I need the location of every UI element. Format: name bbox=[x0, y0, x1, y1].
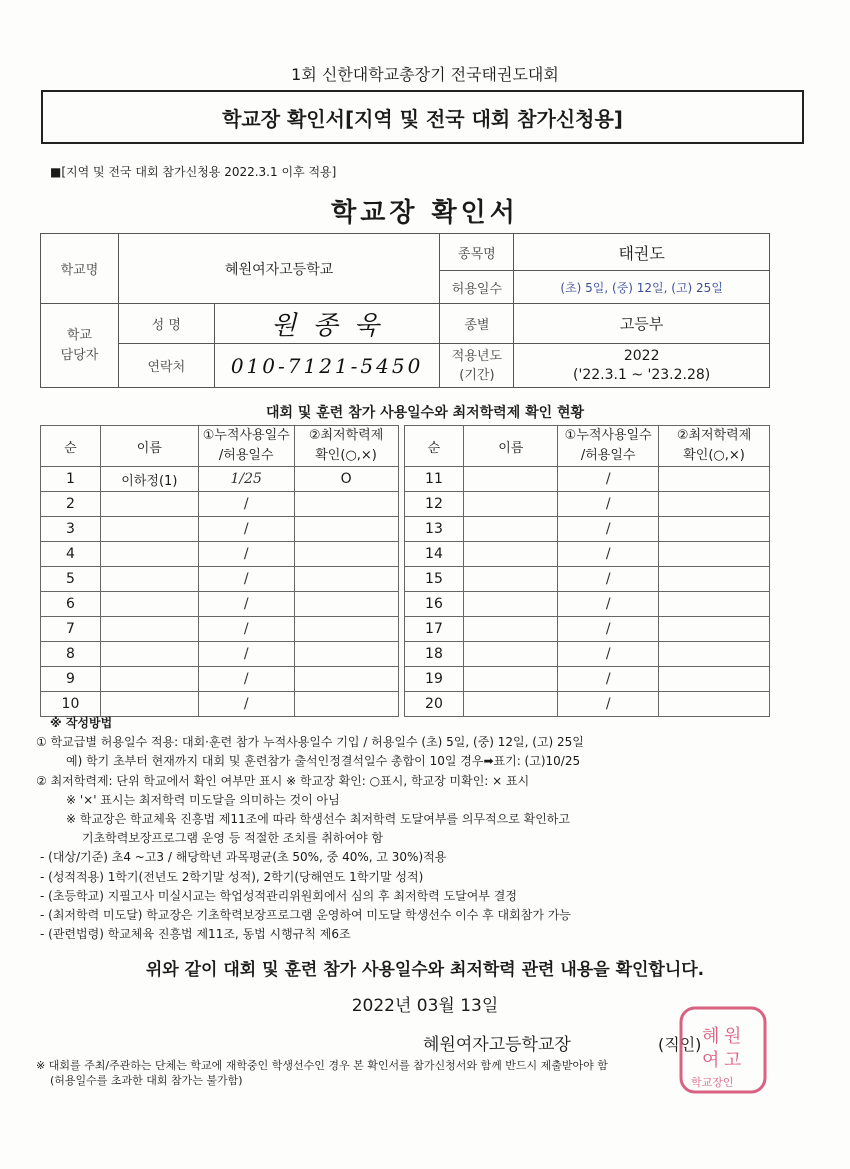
table-row bbox=[41, 642, 770, 667]
method-item-1: ① 학교급별 허용일수 적용: 대회·훈련 참가 누적사용일수 기입 / 허용일수 (초) 5일, (중) 12일, (고) 25일 bbox=[36, 735, 584, 750]
cell-no: 4 bbox=[41, 542, 101, 567]
cell-name bbox=[464, 567, 558, 592]
contact-label: 연락처 bbox=[118, 344, 214, 388]
svg-text:여: 여 bbox=[702, 1050, 720, 1071]
school-label: 학교명 bbox=[41, 234, 119, 304]
cell-name bbox=[464, 642, 558, 667]
cell-name bbox=[464, 617, 558, 642]
cell-min bbox=[294, 692, 398, 717]
cell-min bbox=[294, 667, 398, 692]
cell-min bbox=[659, 592, 770, 617]
table-row bbox=[41, 567, 770, 592]
cell-days: / bbox=[198, 617, 294, 642]
cell-name bbox=[464, 667, 558, 692]
year-label: 적용년도 (기간) bbox=[440, 344, 514, 388]
cell-no: 5 bbox=[41, 567, 101, 592]
table-row bbox=[41, 467, 770, 492]
method-detail-2: - (성적적용) 1학기(전년도 2학기말 성적), 2학기(당해연도 1학기말 성적) bbox=[40, 869, 424, 884]
cell-days: / bbox=[558, 492, 659, 517]
name-label: 성 명 bbox=[118, 304, 214, 344]
cell-days: / bbox=[558, 567, 659, 592]
cell-days: / bbox=[558, 642, 659, 667]
header-days: ①누적사용일수 /허용일수 bbox=[198, 426, 294, 467]
event-label: 종목명 bbox=[440, 234, 514, 271]
cell-days: / bbox=[198, 492, 294, 517]
cell-name bbox=[464, 467, 558, 492]
method-item-1-example: 예) 학기 초부터 현재까지 대회 및 훈련참가 출석인정결석일수 총합이 10일 경우➡표기: (고)10/25 bbox=[66, 754, 581, 769]
table-row bbox=[41, 667, 770, 692]
cell-name bbox=[100, 592, 198, 617]
cell-days: / bbox=[198, 542, 294, 567]
cell-name bbox=[100, 667, 198, 692]
table-row bbox=[41, 542, 770, 567]
cell-min bbox=[659, 517, 770, 542]
principal-name: 혜원여자고등학교장 bbox=[423, 1035, 571, 1055]
cell-no: 1 bbox=[41, 467, 101, 492]
cell-days: / bbox=[558, 592, 659, 617]
cell-days: / bbox=[198, 592, 294, 617]
cell-no: 20 bbox=[404, 692, 464, 717]
writing-method bbox=[36, 714, 816, 944]
cell-name bbox=[464, 492, 558, 517]
table-row bbox=[41, 617, 770, 642]
manager-name-handwritten: 원 종 욱 bbox=[214, 304, 440, 344]
cell-name bbox=[100, 642, 198, 667]
table-row bbox=[41, 692, 770, 717]
cell-min bbox=[294, 492, 398, 517]
category-value: 고등부 bbox=[514, 304, 770, 344]
header-name: 이름 bbox=[464, 426, 558, 467]
table-row bbox=[41, 592, 770, 617]
table-row bbox=[41, 492, 770, 517]
header-name: 이름 bbox=[100, 426, 198, 467]
method-item-2: ② 최저학력제: 단위 학교에서 확인 여부만 표시 ※ 학교장 확인: ○표시, 학교장 미확인: × 표시 bbox=[36, 773, 530, 788]
manager-label: 학교 담당자 bbox=[41, 304, 119, 388]
cell-no: 9 bbox=[41, 667, 101, 692]
method-detail-1: - (대상/기준) 초4 ~고3 / 해당학년 과목평균(초 50%, 중 40%, 고 30%)적용 bbox=[40, 850, 447, 865]
cell-no: 15 bbox=[404, 567, 464, 592]
cell-name bbox=[464, 517, 558, 542]
date: 2022년 03월 13일 bbox=[351, 996, 499, 1016]
year-value: 2022 ('22.3.1 ~ '23.2.28) bbox=[514, 344, 770, 388]
method-note-2b: 기초학력보장프로그램 운영 등 적절한 조치를 취하여야 함 bbox=[82, 831, 384, 846]
cell-min bbox=[294, 517, 398, 542]
cell-name bbox=[100, 617, 198, 642]
method-detail-5: - (관련법령) 학교체육 진흥법 제11조, 동법 시행규칙 제6조 bbox=[40, 927, 351, 942]
cell-min bbox=[294, 592, 398, 617]
method-note-2: ※ 학교장은 학교체육 진흥법 제11조에 따라 학생선수 최저학력 도달여부를 의무적으로 확인하고 bbox=[66, 812, 570, 827]
svg-text:학교장인: 학교장인 bbox=[691, 1076, 734, 1089]
cell-name bbox=[100, 542, 198, 567]
header-no: 순 bbox=[41, 426, 101, 467]
applies-note: ■[지역 및 전국 대회 참가신청용 2022.3.1 이후 적용] bbox=[50, 165, 337, 179]
cell-days: / bbox=[558, 517, 659, 542]
cell-no: 19 bbox=[404, 667, 464, 692]
cell-min bbox=[294, 542, 398, 567]
cell-no: 13 bbox=[404, 517, 464, 542]
cell-min bbox=[659, 467, 770, 492]
cell-no: 8 bbox=[41, 642, 101, 667]
cell-no: 12 bbox=[404, 492, 464, 517]
footnote bbox=[36, 1058, 816, 1088]
allowed-days-label: 허용일수 bbox=[440, 271, 514, 304]
allowed-days-value: (초) 5일, (중) 12일, (고) 25일 bbox=[514, 271, 770, 304]
cell-days: 1/25 bbox=[198, 467, 294, 492]
header-days: ①누적사용일수 /허용일수 bbox=[558, 426, 659, 467]
footnote-line-2: (허용일수를 초과한 대회 참가는 불가함) bbox=[50, 1074, 243, 1087]
cell-min bbox=[659, 492, 770, 517]
header-min-academic: ②최저학력제 확인(○,×) bbox=[659, 426, 770, 467]
cell-days: / bbox=[198, 692, 294, 717]
cell-no: 18 bbox=[404, 642, 464, 667]
cell-no: 10 bbox=[41, 692, 101, 717]
cell-min: O bbox=[294, 467, 398, 492]
cell-min bbox=[659, 642, 770, 667]
cell-days: / bbox=[558, 692, 659, 717]
cell-min bbox=[659, 617, 770, 642]
cell-no: 14 bbox=[404, 542, 464, 567]
roster-header-row bbox=[41, 426, 770, 467]
cell-no: 3 bbox=[41, 517, 101, 542]
cell-name bbox=[100, 492, 198, 517]
cell-name bbox=[464, 542, 558, 567]
confirmation-statement: 위와 같이 대회 및 훈련 참가 사용일수와 최저학력 관련 내용을 확인합니다. bbox=[145, 960, 705, 980]
seal-mark: (직인) bbox=[658, 1035, 702, 1054]
cell-no: 2 bbox=[41, 492, 101, 517]
cell-min bbox=[294, 567, 398, 592]
cell-name bbox=[100, 692, 198, 717]
cell-name: 이하정(1) bbox=[100, 467, 198, 492]
contact-handwritten: 010-7121-5450 bbox=[214, 344, 440, 388]
cell-name bbox=[100, 517, 198, 542]
cell-days: / bbox=[198, 567, 294, 592]
cell-min bbox=[294, 642, 398, 667]
table-row bbox=[41, 517, 770, 542]
cell-no: 16 bbox=[404, 592, 464, 617]
form-title: 학교장 확인서[지역 및 전국 대회 참가신청용] bbox=[222, 106, 623, 131]
cell-no: 6 bbox=[41, 592, 101, 617]
cell-name bbox=[100, 567, 198, 592]
method-detail-3: - (초등학교) 지필고사 미실시교는 학업성적관리위원회에서 심의 후 최저학력 도달여부 결정 bbox=[40, 888, 517, 903]
footnote-line-1: ※ 대회를 주최/주관하는 단체는 학교에 재학중인 학생선수인 경우 본 확인서를 참가신청서와 함께 반드시 제출받아야 함 bbox=[36, 1059, 608, 1072]
cell-days: / bbox=[558, 542, 659, 567]
cell-no: 17 bbox=[404, 617, 464, 642]
header-min-academic: ②최저학력제 확인(○,×) bbox=[294, 426, 398, 467]
header-no: 순 bbox=[404, 426, 464, 467]
school-name: 혜원여자고등학교 bbox=[118, 234, 440, 304]
info-table bbox=[40, 233, 770, 388]
cell-days: / bbox=[198, 667, 294, 692]
method-detail-4: - (최저학력 미도달) 학교장은 기초학력보장프로그램 운영하여 미도달 학생선수 이수 후 대회참가 가능 bbox=[40, 908, 571, 923]
cell-min bbox=[659, 567, 770, 592]
document-title: 학교장 확인서 bbox=[331, 198, 519, 228]
cell-min bbox=[659, 542, 770, 567]
cell-min bbox=[659, 692, 770, 717]
cell-min bbox=[659, 667, 770, 692]
category-label: 종별 bbox=[440, 304, 514, 344]
cell-no: 7 bbox=[41, 617, 101, 642]
cell-name bbox=[464, 692, 558, 717]
svg-text:혜: 혜 bbox=[702, 1026, 720, 1047]
method-note-1: ※ '×' 표시는 최저학력 미도달을 의미하는 것이 아님 bbox=[66, 792, 340, 807]
cell-days: / bbox=[558, 617, 659, 642]
event-value: 태권도 bbox=[514, 234, 770, 271]
method-title: ※ 작성방법 bbox=[50, 716, 113, 730]
cell-days: / bbox=[198, 517, 294, 542]
cell-name bbox=[464, 592, 558, 617]
svg-text:고: 고 bbox=[724, 1050, 742, 1071]
svg-text:원: 원 bbox=[724, 1026, 742, 1047]
cell-no: 11 bbox=[404, 467, 464, 492]
event-title: 1회 신한대학교총장기 전국태권도대회 bbox=[291, 65, 559, 84]
form-title-box bbox=[41, 90, 804, 144]
cell-days: / bbox=[558, 667, 659, 692]
status-heading: 대회 및 훈련 참가 사용일수와 최저학력제 확인 현황 bbox=[265, 405, 585, 421]
cell-days: / bbox=[558, 467, 659, 492]
cell-min bbox=[294, 617, 398, 642]
roster-table bbox=[40, 425, 770, 717]
cell-days: / bbox=[198, 642, 294, 667]
